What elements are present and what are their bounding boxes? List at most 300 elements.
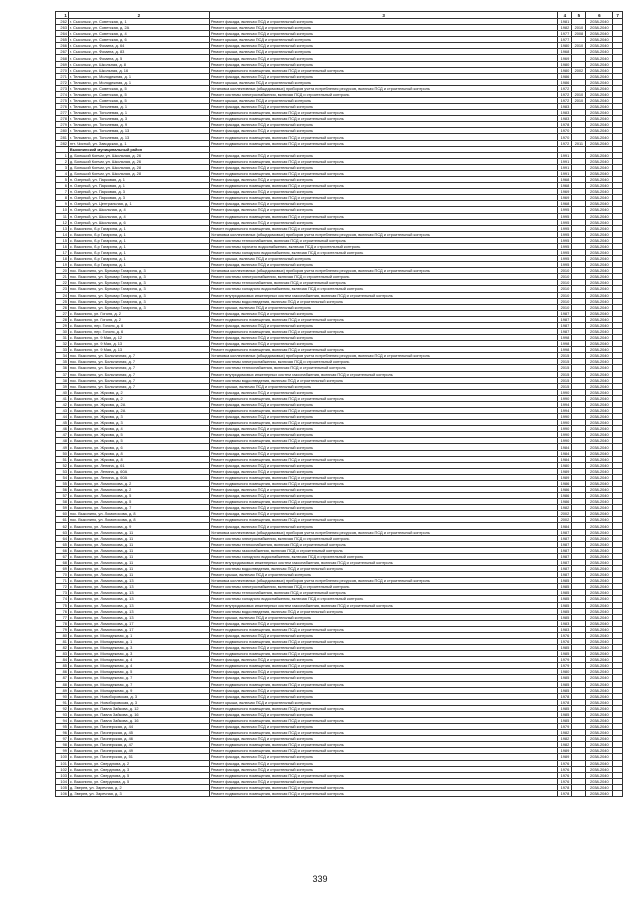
year-built-cell: 1995: [558, 262, 572, 268]
work-type-cell: Ремонт системы газоснабжения, включая ПСД и строительный контроль: [209, 547, 558, 553]
year-built-cell: 1976: [558, 632, 572, 638]
work-type-cell: Ремонт фасада, включая ПСД и строительный контроль: [209, 736, 558, 742]
address-cell: с. Выкопино, ул. 9 Мая, д. 12: [68, 335, 209, 341]
year-built-cell: 1968: [558, 183, 572, 189]
address-cell: п. Озерный, ул. Школьная, д. 4: [68, 213, 209, 219]
work-type-cell: Ремонт подвального помещения, включая ПСД и строительный контроль: [209, 395, 558, 401]
row-number: 4: [56, 170, 69, 176]
work-type-cell: Ремонт внутридомовых инженерных систем газоснабжения, включая ПСД и строительный контроль: [209, 602, 558, 608]
year-built-cell: 1977: [558, 31, 572, 37]
address-cell: с. Выкопино, ул. Молодежная, д. 1: [68, 632, 209, 638]
year-repair-cell: 2010: [572, 25, 586, 31]
row-number: 86: [56, 669, 69, 675]
table-body: [56, 19, 623, 797]
year-repair-cell: [572, 790, 586, 796]
row-number: 69: [56, 566, 69, 572]
row-number: 277: [56, 110, 69, 116]
address-cell: пос. Выкопино, ул. Больничная, д. 7: [68, 377, 209, 383]
year-built-cell: 1990: [558, 420, 572, 426]
period-cell: 2038-2040: [586, 468, 613, 474]
row-number: 21: [56, 274, 69, 280]
period-cell: 2038-2040: [586, 328, 613, 334]
period-cell: 2038-2040: [586, 280, 613, 286]
period-cell: 2038-2040: [586, 566, 613, 572]
row-number: 266: [56, 43, 69, 49]
row-number: 270: [56, 67, 69, 73]
work-type-cell: Ремонт подвального помещения, включая ПСД и строительный контроль: [209, 663, 558, 669]
period-cell: 2038-2040: [586, 122, 613, 128]
row-number: 262: [56, 19, 69, 25]
address-cell: д. Зверев, ул. Заречная, д. 3: [68, 790, 209, 796]
period-cell: 2038-2040: [586, 371, 613, 377]
address-cell: с. Выкопино, ул. Пионерская, д. 45: [68, 730, 209, 736]
work-type-cell: Ремонт системы теплоснабжения, включая ПСД и строительный контроль: [209, 365, 558, 371]
period-cell: 2038-2040: [586, 310, 613, 316]
year-built-cell: 1986: [558, 73, 572, 79]
year-built-cell: 2015: [558, 371, 572, 377]
period-cell: 2038-2040: [586, 517, 613, 523]
address-cell: с. Выкопино, ул. Ломоносова, д. 7: [68, 505, 209, 511]
row-number: 29: [56, 322, 69, 328]
year-built-cell: 1985: [558, 590, 572, 596]
period-cell: 2038-2040: [586, 772, 613, 778]
row-number: 278: [56, 116, 69, 122]
row-number: 87: [56, 675, 69, 681]
work-type-cell: Ремонт подвального помещения, включая ПСД и строительный контроль: [209, 316, 558, 322]
extra-cell: [613, 790, 623, 796]
address-cell: с. Выкопино, ул. Гоголя, д. 2: [68, 310, 209, 316]
address-cell: с. Выкопино, ул. Жукова, д. 4: [68, 426, 209, 432]
period-cell: 2038-2040: [586, 784, 613, 790]
period-cell: 2038-2040: [586, 183, 613, 189]
period-cell: 2038-2040: [586, 778, 613, 784]
address-cell: с. Выкопино, ул. 9 Мая, д. 13: [68, 347, 209, 353]
address-cell: д. Зверев, ул. Заречная, д. 2: [68, 784, 209, 790]
row-number: 280: [56, 128, 69, 134]
year-built-cell: 1998: [558, 347, 572, 353]
year-built-cell: 1979: [558, 657, 572, 663]
address-cell: с. Выкопино, ул. 9 Мая, д. 13: [68, 341, 209, 347]
row-number: 275: [56, 98, 69, 104]
work-type-cell: Ремонт фасада, включая ПСД и строительный контроль: [209, 687, 558, 693]
row-number: 97: [56, 736, 69, 742]
row-number: 103: [56, 772, 69, 778]
row-number: 276: [56, 104, 69, 110]
work-type-cell: Ремонт фасада, включая ПСД и строительный контроль: [209, 511, 558, 517]
year-built-cell: 1968: [558, 177, 572, 183]
work-type-cell: Ремонт крыши, включая ПСД и строительный контроль: [209, 37, 558, 43]
year-built-cell: 1987: [558, 310, 572, 316]
period-cell: 2038-2040: [586, 693, 613, 699]
row-number: 76: [56, 608, 69, 614]
row-number: 282: [56, 140, 69, 146]
address-cell: д. Большой Кончаг, ул. Школьная, д. 28: [68, 164, 209, 170]
work-type-cell: Ремонт системы холодного водоснабжения, включая ПСД и строительный контроль: [209, 249, 558, 255]
work-type-cell: Ремонт подвального помещения, включая ПСД и строительный контроль: [209, 347, 558, 353]
year-built-cell: 1969: [558, 195, 572, 201]
work-type-cell: Ремонт фасада, включая ПСД и строительный контроль: [209, 724, 558, 730]
address-cell: г. Сысольск, ул. Советская, д. 2А: [68, 25, 209, 31]
period-cell: 2038-2040: [586, 766, 613, 772]
row-number: 75: [56, 602, 69, 608]
address-cell: с. Выкопино, ул. Ломоносова, д. 13: [68, 614, 209, 620]
row-number: 272: [56, 79, 69, 85]
address-cell: с. Выкопино, б-р Гагарина, д. 1: [68, 262, 209, 268]
work-type-cell: Ремонт фасада, включая ПСД и строительный контроль: [209, 73, 558, 79]
period-cell: 2038-2040: [586, 304, 613, 310]
work-type-cell: Ремонт подвального помещения, включая ПСД и строительный контроль: [209, 681, 558, 687]
work-type-cell: Ремонт фасада, включая ПСД и строительный контроль: [209, 43, 558, 49]
row-number: 99: [56, 748, 69, 754]
address-cell: с. Выкопино, ул. Молодежная, д. 3: [68, 645, 209, 651]
work-type-cell: Ремонт фасада, включая ПСД и строительный контроль: [209, 61, 558, 67]
year-built-cell: 1983: [558, 620, 572, 626]
address-cell: с. Выкопино, ул. Ломоносова, д. 13: [68, 596, 209, 602]
address-cell: с. Выкопино, ул. Ломоносова, д. 2: [68, 480, 209, 486]
row-number: 102: [56, 766, 69, 772]
address-cell: с. Выкопино, ул. Ломоносова, д. 11: [68, 566, 209, 572]
row-number: 1: [56, 152, 69, 158]
address-cell: пос. Выкопино, ул. Ломоносова, д. 8: [68, 517, 209, 523]
work-type-cell: Ремонт фасада, включая ПСД и строительный контроль: [209, 505, 558, 511]
address-cell: г. Сысольск, ул. Фомина, д. 83: [68, 49, 209, 55]
row-number: 68: [56, 559, 69, 565]
period-cell: 2038-2040: [586, 237, 613, 243]
row-number: 71: [56, 578, 69, 584]
period-cell: 2038-2040: [586, 474, 613, 480]
period-cell: 2038-2040: [586, 347, 613, 353]
row-number: 91: [56, 699, 69, 705]
row-number: 44: [56, 414, 69, 420]
year-built-cell: 1982: [558, 505, 572, 511]
period-cell: 2038-2040: [586, 116, 613, 122]
year-built-cell: 1979: [558, 724, 572, 730]
period-cell: 2038-2040: [586, 55, 613, 61]
period-cell: 2038-2040: [586, 608, 613, 614]
address-cell: с. Выкопино, пер. Гоголя, д. 6: [68, 328, 209, 334]
row-number: 14: [56, 231, 69, 237]
work-type-cell: Ремонт подвального помещения, включая ПСД и строительный контроль: [209, 784, 558, 790]
work-type-cell: Ремонт фасада, включая ПСД и строительный контроль: [209, 693, 558, 699]
row-number: 73: [56, 590, 69, 596]
address-cell: г. Тельмино, ул. Советская, д. 5: [68, 91, 209, 97]
address-cell: с. Выкопино, ул. Ломоносова, д. 11: [68, 541, 209, 547]
year-built-cell: 2010: [558, 286, 572, 292]
address-cell: с. Выкопино, ул. Ломоносова, д. 5: [68, 493, 209, 499]
row-number: 271: [56, 73, 69, 79]
address-cell: пос. Выкопино, ул. Бульвар Гагарина, д. 3: [68, 274, 209, 280]
address-cell: с. Выкопино, ул. Молодежная, д. 9: [68, 687, 209, 693]
address-cell: с. Выкопино, ул. Ленина, д. 61: [68, 462, 209, 468]
address-cell: п. Озерный, ул. Школьная, д. 4: [68, 207, 209, 213]
row-number: 64: [56, 535, 69, 541]
year-built-cell: 1991: [558, 164, 572, 170]
period-cell: 2038-2040: [586, 389, 613, 395]
address-cell: с. Выкопино, ул. Ломоносова, д. 13: [68, 590, 209, 596]
row-number: 66: [56, 547, 69, 553]
row-number: 27: [56, 310, 69, 316]
address-cell: с. Выкопино, ул. Ломоносова, д. 11: [68, 529, 209, 535]
year-built-cell: 1979: [558, 663, 572, 669]
address-cell: с. Выкопино, ул. Ломоносова, д. 11: [68, 553, 209, 559]
period-cell: 2038-2040: [586, 31, 613, 37]
address-cell: г. Тельмино, ул. Тополевая, д. 13: [68, 134, 209, 140]
year-built-cell: 1995: [558, 213, 572, 219]
address-cell: с. Выкопино, ул. Молодежная, д. 7: [68, 681, 209, 687]
year-built-cell: 1969: [558, 55, 572, 61]
row-number: 96: [56, 730, 69, 736]
row-number: 34: [56, 353, 69, 359]
work-type-cell: Ремонт фасада, включая ПСД и строительный контроль: [209, 450, 558, 456]
year-built-cell: 1985: [558, 614, 572, 620]
row-number: 88: [56, 681, 69, 687]
year-built-cell: 1978: [558, 699, 572, 705]
period-cell: 2038-2040: [586, 444, 613, 450]
work-type-cell: Ремонт фасада, включая ПСД и строительный контроль: [209, 19, 558, 25]
address-cell: пгт. Чистый, ул. Заводская, д. 1: [68, 140, 209, 146]
year-built-cell: 1978: [558, 693, 572, 699]
address-cell: пос. Выкопино, ул. Бульвар Гагарина, д. 3: [68, 280, 209, 286]
address-cell: с. Выкопино, ул. Жукова, д. 3: [68, 414, 209, 420]
address-cell: пос. Выкопино, ул. Бульвар Гагарина, д. 3: [68, 292, 209, 298]
year-built-cell: 1984: [558, 523, 572, 529]
period-cell: 2038-2040: [586, 523, 613, 529]
row-number: 37: [56, 371, 69, 377]
year-built-cell: 1990: [558, 426, 572, 432]
year-built-cell: 1991: [558, 170, 572, 176]
row-number: 106: [56, 790, 69, 796]
period-cell: 2038-2040: [586, 256, 613, 262]
work-type-cell: Ремонт подвального помещения, включая ПСД и строительный контроль: [209, 225, 558, 231]
year-built-cell: 1989: [558, 474, 572, 480]
work-type-cell: Ремонт фасада, включая ПСД и строительный контроль: [209, 711, 558, 717]
address-cell: с. Выкопино, ул. Ломоносова, д. 11: [68, 572, 209, 578]
work-type-cell: Ремонт внутридомовых инженерных систем газоснабжения, включая ПСД и строительный контроль: [209, 371, 558, 377]
address-cell: с. Выкопино, ул. Ломоносова, д. 13: [68, 578, 209, 584]
period-cell: 2038-2040: [586, 742, 613, 748]
period-cell: 2038-2040: [586, 596, 613, 602]
row-number: 16: [56, 243, 69, 249]
work-type-cell: Ремонт подвального помещения, включая ПСД и строительный контроль: [209, 772, 558, 778]
year-built-cell: 1995: [558, 256, 572, 262]
year-built-cell: 1972: [558, 98, 572, 104]
year-built-cell: 1998: [558, 341, 572, 347]
period-cell: 2038-2040: [586, 760, 613, 766]
work-type-cell: Ремонт подвального помещения, включая ПСД и строительный контроль: [209, 717, 558, 723]
period-cell: 2038-2040: [586, 79, 613, 85]
period-cell: 2038-2040: [586, 25, 613, 31]
year-built-cell: 1976: [558, 772, 572, 778]
row-number: 54: [56, 474, 69, 480]
period-cell: 2038-2040: [586, 152, 613, 158]
period-cell: 2038-2040: [586, 529, 613, 535]
row-number: 57: [56, 493, 69, 499]
address-cell: г. Тельмино, ул. Советская, д. 5: [68, 98, 209, 104]
work-type-cell: Ремонт крыши, включая ПСД и строительный контроль: [209, 79, 558, 85]
period-cell: 2038-2040: [586, 754, 613, 760]
year-built-cell: 1995: [558, 243, 572, 249]
work-type-cell: Ремонт крыши, включая ПСД и строительный контроль: [209, 304, 558, 310]
header-cell-num: 1: [56, 12, 69, 19]
period-cell: 2038-2040: [586, 43, 613, 49]
work-type-cell: Ремонт фасада, включая ПСД и строительный контроль: [209, 55, 558, 61]
year-built-cell: 1987: [558, 547, 572, 553]
row-number: 59: [56, 505, 69, 511]
work-type-cell: Ремонт системы холодного водоснабжения, включая ПСД и строительный контроль: [209, 553, 558, 559]
address-cell: д. Большой Кончаг, ул. Школьная, д. 26: [68, 158, 209, 164]
period-cell: 2038-2040: [586, 85, 613, 91]
row-number: 45: [56, 420, 69, 426]
row-number: 55: [56, 480, 69, 486]
work-type-cell: Ремонт фасада, включая ПСД и строительный контроль: [209, 177, 558, 183]
period-cell: 2038-2040: [586, 669, 613, 675]
address-cell: с. Выкопино, ул. Ломоносова, д. 13: [68, 584, 209, 590]
work-type-cell: Ремонт фасада, включая ПСД и строительный контроль: [209, 262, 558, 268]
year-built-cell: 1986: [558, 499, 572, 505]
work-type-cell: Ремонт крыши, включая ПСД и строительный контроль: [209, 25, 558, 31]
year-built-cell: 2010: [558, 292, 572, 298]
period-cell: 2038-2040: [586, 505, 613, 511]
address-cell: с. Выкопино, ул. Ломоносова, д. 9: [68, 523, 209, 529]
work-type-cell: Ремонт фасада, включая ПСД и строительный контроль: [209, 444, 558, 450]
year-built-cell: 1990: [558, 389, 572, 395]
period-cell: 2038-2040: [586, 790, 613, 796]
work-type-cell: Ремонт системы водоотведения, включая ПСД и строительный контроль: [209, 566, 558, 572]
work-type-cell: Ремонт подвального помещения, включая ПСД и строительный контроль: [209, 134, 558, 140]
work-type-cell: Ремонт системы холодного водоснабжения, включая ПСД и строительный контроль: [209, 286, 558, 292]
period-cell: 2038-2040: [586, 73, 613, 79]
work-type-cell: Ремонт фасада, включая ПСД и строительный контроль: [209, 778, 558, 784]
address-cell: с. Выкопино, ул. Ломоносова, д. 17: [68, 626, 209, 632]
period-cell: 2038-2040: [586, 201, 613, 207]
row-number: 42: [56, 401, 69, 407]
address-cell: с. Выкопино, ул. Молодежная, д. 1: [68, 638, 209, 644]
year-built-cell: 1980: [558, 67, 572, 73]
row-number: 6: [56, 183, 69, 189]
year-built-cell: 1985: [558, 711, 572, 717]
work-type-cell: Ремонт системы водоотведения, включая ПСД и строительный контроль: [209, 608, 558, 614]
work-type-cell: Ремонт подвального помещения, включая ПСД и строительный контроль: [209, 626, 558, 632]
address-cell: г. Тельмино, ул. Тополевая, д. 13: [68, 128, 209, 134]
work-type-cell: Ремонт системы теплоснабжения, включая ПСД и строительный контроль: [209, 541, 558, 547]
address-cell: г. Сысольск, ул. Советская, д. 1: [68, 19, 209, 25]
row-number: 94: [56, 717, 69, 723]
work-type-cell: Ремонт крыши, включая ПСД и строительный контроль: [209, 49, 558, 55]
row-number: 105: [56, 784, 69, 790]
work-type-cell: Ремонт системы водоотведения, включая ПСД и строительный контроль: [209, 377, 558, 383]
period-cell: 2038-2040: [586, 420, 613, 426]
year-built-cell: 1989: [558, 748, 572, 754]
row-number: 52: [56, 462, 69, 468]
table-row: [56, 790, 623, 796]
address-cell: с. Выкопино, ул. Жукова, д. 2: [68, 389, 209, 395]
work-type-cell: Ремонт фасада, включая ПСД и строительный контроль: [209, 462, 558, 468]
address-cell: с. Выкопино, ул. Павла Зайкова, д. 16: [68, 717, 209, 723]
year-built-cell: 1972: [558, 91, 572, 97]
year-built-cell: 1981: [558, 19, 572, 25]
row-number: 77: [56, 614, 69, 620]
year-built-cell: 1991: [558, 152, 572, 158]
year-built-cell: 1987: [558, 572, 572, 578]
work-type-cell: Ремонт фасада, включая ПСД и строительный контроль: [209, 152, 558, 158]
year-built-cell: 2002: [558, 517, 572, 523]
address-cell: пос. Выкопино, ул. Больничная, д. 7: [68, 383, 209, 389]
address-cell: с. Выкопино, ул. Молодежная, д. 4: [68, 663, 209, 669]
year-built-cell: 1984: [558, 444, 572, 450]
row-number: 2: [56, 158, 69, 164]
period-cell: 2038-2040: [586, 553, 613, 559]
year-built-cell: 1976: [558, 766, 572, 772]
year-built-cell: 1983: [558, 104, 572, 110]
year-built-cell: 2010: [558, 280, 572, 286]
period-cell: 2038-2040: [586, 651, 613, 657]
address-cell: с. Выкопино, ул. Жукова, д. 8: [68, 450, 209, 456]
year-built-cell: 1987: [558, 559, 572, 565]
period-cell: 2038-2040: [586, 19, 613, 25]
work-type-cell: Ремонт фасада, включая ПСД и строительный контроль: [209, 523, 558, 529]
row-number: 89: [56, 687, 69, 693]
row-number: 61: [56, 517, 69, 523]
address-cell: г. Тельмино, ул. Тополевая, д. 1: [68, 104, 209, 110]
row-number: 274: [56, 91, 69, 97]
address-cell: с. Выкопино, ул. Пионерская, д. 47: [68, 742, 209, 748]
row-number: 100: [56, 754, 69, 760]
row-number: 263: [56, 25, 69, 31]
year-built-cell: 1984: [558, 450, 572, 456]
row-number: 40: [56, 389, 69, 395]
year-repair-cell: 2002: [572, 67, 586, 73]
row-number: 41: [56, 395, 69, 401]
work-type-cell: Ремонт системы электроснабжения, включая ПСД и строительный контроль: [209, 535, 558, 541]
row-number: 82: [56, 645, 69, 651]
address-cell: с. Выкопино, ул. Новоборовская, д. 3: [68, 693, 209, 699]
row-number: 49: [56, 444, 69, 450]
period-cell: 2038-2040: [586, 578, 613, 584]
work-type-cell: Ремонт подвального помещения, включая ПСД и строительный контроль: [209, 742, 558, 748]
address-cell: с. Выкопино, б-р Гагарина, д. 1: [68, 237, 209, 243]
period-cell: 2038-2040: [586, 128, 613, 134]
work-type-cell: Ремонт подвального помещения, включая ПСД и строительный контроль: [209, 116, 558, 122]
header-cell-work: 3: [209, 12, 558, 19]
period-cell: 2038-2040: [586, 195, 613, 201]
work-type-cell: Ремонт фасада, включая ПСД и строительный контроль: [209, 432, 558, 438]
address-cell: г. Сысольск, ул. Фомина, д. 64: [68, 43, 209, 49]
row-number: 58: [56, 499, 69, 505]
year-built-cell: 1983: [558, 626, 572, 632]
year-built-cell: 1995: [558, 207, 572, 213]
work-type-cell: Ремонт внутридомовых инженерных систем газоснабжения, включая ПСД и строительный контроль: [209, 559, 558, 565]
address-cell: с. Выкопино, ул. Молодежная, д. 4: [68, 657, 209, 663]
period-cell: 2038-2040: [586, 249, 613, 255]
year-built-cell: 2010: [558, 298, 572, 304]
year-built-cell: 1985: [558, 578, 572, 584]
row-number: 281: [56, 134, 69, 140]
period-cell: 2038-2040: [586, 602, 613, 608]
address-cell: п. Озерный, ул. Центральная, д. 1: [68, 201, 209, 207]
work-type-cell: Ремонт фасада, включая ПСД и строительный контроль: [209, 669, 558, 675]
row-number: 85: [56, 663, 69, 669]
period-cell: 2038-2040: [586, 681, 613, 687]
period-cell: 2038-2040: [586, 67, 613, 73]
work-type-cell: Ремонт фасада, включая ПСД и строительный контроль: [209, 493, 558, 499]
period-cell: 2038-2040: [586, 353, 613, 359]
period-cell: 2038-2040: [586, 98, 613, 104]
work-type-cell: Ремонт подвального помещения, включая ПСД и строительный контроль: [209, 328, 558, 334]
work-type-cell: Ремонт системы холодного водоснабжения, включая ПСД и строительный контроль: [209, 596, 558, 602]
row-number: 78: [56, 620, 69, 626]
address-cell: г. Сысольск, ул. Школьная, д. 8: [68, 61, 209, 67]
address-cell: с. Выкопино, ул. Павла Зайкова, д. 12: [68, 705, 209, 711]
